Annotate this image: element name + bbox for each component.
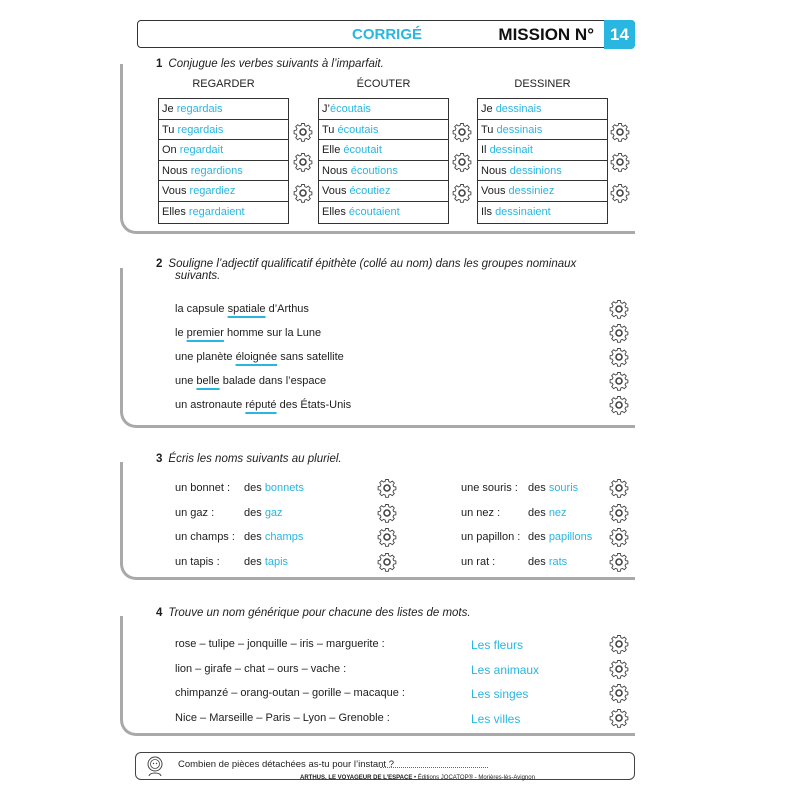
page-title: CORRIGÉ: [351, 26, 422, 43]
plural-article: des: [528, 531, 546, 543]
mission-label: MISSION N°: [498, 25, 594, 44]
conjugation-answer: écoutaient: [348, 205, 400, 218]
underlined-adjective: réputé: [245, 399, 277, 411]
plural-answer: [244, 556, 288, 568]
plural-noun: bonnets: [264, 482, 304, 494]
conjugation-row: [478, 120, 607, 141]
plural-article: des: [244, 482, 262, 494]
singular-noun: un bonnet :: [175, 482, 231, 494]
pronoun: Tu: [162, 123, 175, 136]
plural-answer: [528, 482, 578, 494]
pronoun: Elles: [322, 205, 346, 218]
plural-article: des: [244, 555, 262, 568]
conjugation-row: [159, 99, 288, 120]
plural-noun: nez: [548, 506, 567, 519]
conjugation-table: [477, 98, 608, 224]
singular-noun: un nez :: [461, 506, 501, 519]
plural-answer: [528, 507, 567, 519]
footer-credit: [300, 775, 535, 781]
q2-title: [156, 258, 576, 282]
conjugation-answer: dessinaient: [495, 205, 551, 218]
q1-number: 1: [156, 58, 163, 70]
gear-icon: [610, 183, 630, 203]
conjugation-answer: écoutions: [350, 164, 398, 177]
gear-icon: [610, 122, 630, 142]
gear-icon: [609, 552, 629, 572]
q1-title: [156, 58, 384, 70]
generic-noun-answer: Les fleurs: [471, 638, 524, 652]
pronoun: J’: [322, 103, 330, 115]
conjugation-row: [159, 120, 288, 141]
conjugation-answer: dessinions: [509, 164, 562, 177]
plural-noun: souris: [548, 482, 579, 494]
plural-article: des: [528, 506, 546, 519]
singular-noun: un gaz :: [175, 506, 215, 519]
word-list: lion – girafe – chat – ours – vache :: [175, 662, 347, 675]
underlined-adjective: spatiale: [227, 303, 266, 315]
conjugation-row: [319, 181, 448, 202]
pronoun: Vous: [162, 185, 187, 198]
conjugation-table: [158, 98, 289, 224]
q2-number: 2: [156, 258, 163, 270]
noun-group: [175, 375, 326, 387]
conjugation-row: [159, 181, 288, 202]
conjugation-answer: écoutiez: [349, 185, 391, 198]
gear-icon: [452, 183, 472, 203]
conjugation-row: [159, 140, 288, 161]
plural-answer: [244, 531, 303, 543]
conjugation-answer: regardaient: [188, 205, 245, 218]
pronoun: Nous: [481, 164, 507, 177]
plural-article: des: [528, 555, 546, 568]
gear-icon: [609, 478, 629, 498]
noun-group-before: une: [175, 375, 197, 387]
noun-group: [175, 351, 344, 363]
gear-icon: [609, 503, 629, 523]
pronoun: Je: [162, 103, 174, 115]
credit-publisher: • Éditions JOCATOP® - Morières-lès-Avignon: [412, 775, 535, 781]
pronoun: Nous: [322, 164, 348, 177]
pronoun: On: [162, 144, 177, 157]
gear-icon: [377, 478, 397, 498]
conjugation-row: [159, 161, 288, 182]
singular-noun: un papillon :: [461, 531, 521, 543]
conjugation-answer: dessinait: [489, 144, 533, 157]
gear-icon: [452, 152, 472, 172]
q1-instruction: Conjugue les verbes suivants à l’imparfait.: [168, 58, 384, 70]
conjugation-answer: écoutais: [329, 103, 371, 115]
q2-instruction: Souligne l’adjectif qualificatif épithète (collé au nom) dans les groupes nominaux: [168, 258, 577, 270]
gear-icon: [377, 527, 397, 547]
conjugation-row: [478, 181, 607, 202]
noun-group: [175, 303, 309, 315]
q4-number: 4: [156, 607, 163, 619]
conjugation-row: [159, 202, 288, 223]
pronoun: Je: [481, 103, 493, 115]
plural-answer: [244, 507, 283, 519]
noun-group-before: un astronaute: [175, 399, 246, 411]
plural-answer: [528, 556, 567, 568]
conjugation-answer: regardais: [177, 123, 224, 136]
verb-heading: ÉCOUTER: [356, 78, 411, 90]
gear-icon: [609, 659, 629, 679]
gear-icon: [609, 371, 629, 391]
plural-noun: gaz: [264, 506, 283, 519]
gear-icon: [609, 683, 629, 703]
singular-noun: une souris :: [461, 482, 518, 494]
conjugation-row: [319, 140, 448, 161]
gear-icon: [609, 299, 629, 319]
pronoun: Vous: [481, 185, 506, 198]
q3-title: [156, 453, 342, 465]
pronoun: Ils: [481, 205, 492, 218]
gear-icon: [609, 527, 629, 547]
noun-group-before: le: [175, 327, 187, 339]
conjugation-answer: écoutait: [343, 144, 382, 157]
noun-group-after: d’Arthus: [265, 303, 309, 315]
verb-heading: REGARDER: [192, 78, 255, 90]
plural-answer: [528, 531, 592, 543]
word-list: rose – tulipe – jonquille – iris – marguerite :: [175, 638, 385, 650]
plural-noun: tapis: [264, 555, 289, 568]
noun-group-before: une planète: [175, 351, 236, 363]
conjugation-row: [478, 99, 607, 120]
plural-article: des: [244, 506, 262, 519]
gear-icon: [293, 152, 313, 172]
pronoun: Il: [481, 144, 487, 157]
gear-icon: [293, 122, 313, 142]
word-list: Nice – Marseille – Paris – Lyon – Grenoble :: [175, 711, 390, 724]
footer-answer-line[interactable]: [380, 767, 488, 768]
pronoun: Vous: [322, 185, 347, 198]
plural-article: des: [528, 482, 546, 494]
conjugation-row: [319, 120, 448, 141]
underlined-adjective: belle: [196, 375, 220, 387]
conjugation-answer: dessiniez: [508, 185, 555, 198]
gear-icon: [377, 552, 397, 572]
conjugation-row: [478, 140, 607, 161]
noun-group-after: homme sur la Lune: [223, 327, 322, 339]
word-list: chimpanzé – orang-outan – gorille – macaque :: [175, 687, 405, 699]
q3-instruction: Écris les noms suivants au pluriel.: [168, 453, 342, 465]
singular-noun: un champs :: [175, 531, 235, 543]
noun-group: [175, 327, 321, 339]
astronaut-icon: [144, 755, 166, 777]
underlined-adjective: éloignée: [235, 351, 278, 363]
gear-icon: [610, 152, 630, 172]
mission-header: [137, 20, 635, 48]
plural-noun: champs: [264, 531, 304, 543]
q4-instruction: Trouve un nom générique pour chacune des listes de mots.: [168, 607, 471, 619]
footer-question: Combien de pièces détachées as-tu pour l’instant ?: [178, 759, 394, 770]
plural-noun: papillons: [548, 531, 593, 543]
conjugation-answer: regardais: [176, 103, 223, 115]
conjugation-table: [318, 98, 449, 224]
gear-icon: [609, 323, 629, 343]
mission-number-badge: 14: [604, 20, 635, 49]
q2-instruction-cont: suivants.: [175, 270, 221, 282]
plural-article: des: [244, 531, 262, 543]
q3-number: 3: [156, 453, 163, 465]
singular-noun: un tapis :: [175, 555, 220, 568]
conjugation-answer: regardait: [179, 144, 224, 157]
credit-title: ARTHUS, LE VOYAGEUR DE L’ESPACE: [300, 775, 413, 781]
singular-noun: un rat :: [461, 555, 496, 568]
noun-group-after: sans satellite: [277, 351, 344, 363]
conjugation-row: [319, 99, 448, 120]
gear-icon: [609, 347, 629, 367]
conjugation-row: [478, 161, 607, 182]
pronoun: Tu: [322, 123, 335, 136]
conjugation-answer: regardiez: [189, 185, 236, 198]
conjugation-row: [319, 202, 448, 223]
conjugation-row: [478, 202, 607, 223]
plural-answer: [244, 482, 304, 494]
conjugation-answer: dessinais: [496, 123, 543, 136]
gear-icon: [293, 183, 313, 203]
generic-noun-answer: Les singes: [471, 687, 529, 701]
noun-group-after: balade dans l’espace: [219, 375, 327, 387]
conjugation-row: [319, 161, 448, 182]
gear-icon: [609, 634, 629, 654]
generic-noun-answer: Les animaux: [471, 662, 540, 677]
q4-title: [156, 607, 471, 619]
underlined-adjective: premier: [186, 327, 224, 339]
conjugation-answer: dessinais: [495, 103, 542, 115]
conjugation-answer: regardions: [190, 164, 243, 177]
noun-group: [175, 399, 351, 411]
conjugation-answer: écoutais: [337, 123, 379, 136]
gear-icon: [609, 708, 629, 728]
gear-icon: [377, 503, 397, 523]
verb-heading: DESSINER: [514, 78, 571, 90]
plural-noun: rats: [548, 555, 568, 568]
noun-group-after: des États-Unis: [276, 399, 352, 411]
generic-noun-answer: Les villes: [471, 711, 521, 726]
pronoun: Nous: [162, 164, 188, 177]
noun-group-before: la capsule: [175, 303, 228, 315]
pronoun: Elles: [162, 205, 186, 218]
pronoun: Tu: [481, 123, 494, 136]
gear-icon: [452, 122, 472, 142]
pronoun: Elle: [322, 144, 341, 157]
gear-icon: [609, 395, 629, 415]
